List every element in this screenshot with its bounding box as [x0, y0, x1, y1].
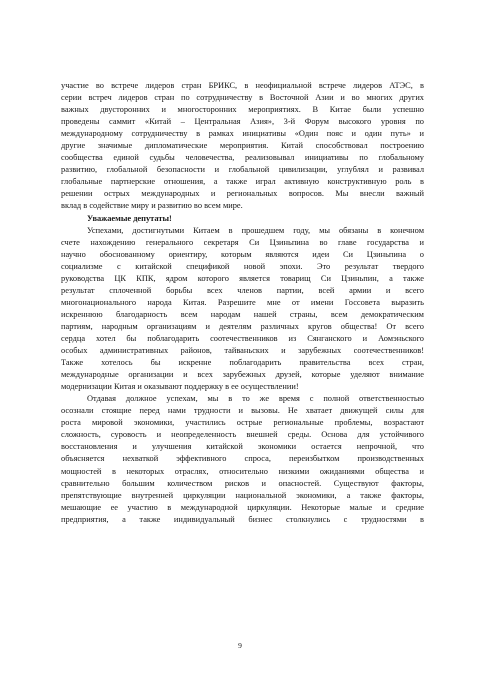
page-number: 9	[238, 641, 242, 650]
text-line: партиям, народным организациям и деятелям различных кругов общества! От всего	[61, 321, 424, 331]
text-line: особых административных районов, тайваньских и зарубежных соотечественников!	[61, 346, 424, 356]
text-line: объясняется нехваткой эффективного спроса, переизбытком производственных	[61, 454, 424, 464]
text-line: вклад в содействие миру и развитию во всем мире.	[61, 201, 243, 211]
text-line: решении острых международных и региональных вопросов. Мы внесли важный	[61, 189, 424, 199]
text-line: глобальные партнерские отношения, а также играл активную конструктивную роль в	[61, 177, 424, 187]
text-line: искреннюю благодарность всем народам нашей страны, всем демократическим	[61, 309, 424, 319]
text-line: осознали стоящие перед нами трудности и вызовы. Не хватает движущей силы для	[61, 406, 424, 416]
text-line: серии встреч лидеров стран по сотрудничеству в Восточной Азии и во многих других	[61, 93, 424, 103]
text-line: социализме с китайской спецификой новой эпохи. Это результат твердого	[61, 261, 424, 271]
text-line: роста мировой экономики, участились острые региональные проблемы, возрастают	[61, 418, 424, 428]
text-line: сердца хотел бы поблагодарить соотечественников из Сянганского и Аомэньского	[61, 333, 424, 343]
text-line: сообщества единой судьбы человечества, реализовывал инициативы по глобальному	[61, 153, 424, 163]
text-line: международные организации и всех зарубежных друзей, которые уделяют внимание	[61, 370, 424, 380]
document-body	[61, 80, 424, 526]
text-line: научно обоснованному ориентиру, которым являются идеи Си Цзиньпина о	[61, 249, 424, 259]
text-line: международному сотрудничеству в рамках инициативы «Один пояс и один путь» и	[61, 129, 424, 139]
text-line: восстановления и улучшения китайской экономики остается непрочной, что	[61, 442, 424, 452]
text-line: Успехами, достигнутыми Китаем в прошедшем году, мы обязаны в конечном	[87, 225, 424, 235]
text-line: мешающие ее участию в международной циркуляции. Некоторые малые и средние	[61, 502, 424, 512]
paragraph	[61, 393, 424, 526]
text-line: препятствующие внутренней циркуляции национальной экономики, а также факторы,	[61, 490, 424, 500]
text-line: Также хотелось бы искренне поблагодарить правительства всех стран,	[61, 358, 424, 368]
text-line: сравнительно большим количеством рисков и опасностей. Существуют факторы,	[61, 478, 424, 488]
text-line: результат сплоченной борьбы всех членов партии, всей армии и всего	[61, 285, 424, 295]
section-heading: Уважаемые депутаты!	[87, 213, 172, 223]
text-line: мощностей в некоторых отраслях, относительно низкими ожиданиями общества и	[61, 466, 424, 476]
paragraph	[61, 225, 424, 394]
text-line: развитию, глобальной безопасности и глобальной цивилизации, углублял и развивал	[61, 165, 424, 175]
text-line: другие значимые дипломатические мероприятия. Китай способствовал построению	[61, 141, 424, 151]
text-line: счете нахождению генерального секретаря Си Цзиньпина во главе государства и	[61, 237, 424, 247]
text-line: участие во встрече лидеров стран БРИКС, в неофициальной встрече лидеров АТЭС, в	[61, 81, 424, 90]
text-line: предприятия, а также индивидуальный бизнес столкнулись с трудностями в	[61, 514, 424, 524]
text-line: руководства ЦК КПК, ядром которого является товарищ Си Цзиньпин, а также	[61, 273, 424, 283]
text-line: важных двусторонних и многосторонних мероприятиях. В Китае были успешно	[61, 105, 424, 115]
text-line: многонационального народа Китая. Разрешите мне от имени Госсовета выразить	[61, 297, 424, 307]
paragraph	[61, 80, 424, 213]
text-line: проведены саммит «Китай – Центральная Азия», 3-й Форум высокого уровня по	[61, 117, 424, 127]
text-line: Отдавая должное успехам, мы в то же время с полной ответственностью	[87, 394, 424, 404]
text-line: модернизации Китая и оказывают поддержку в ее осуществлении!	[61, 382, 299, 392]
text-line: сложность, суровость и неопределенность внешней среды. Основа для устойчивого	[61, 430, 424, 440]
